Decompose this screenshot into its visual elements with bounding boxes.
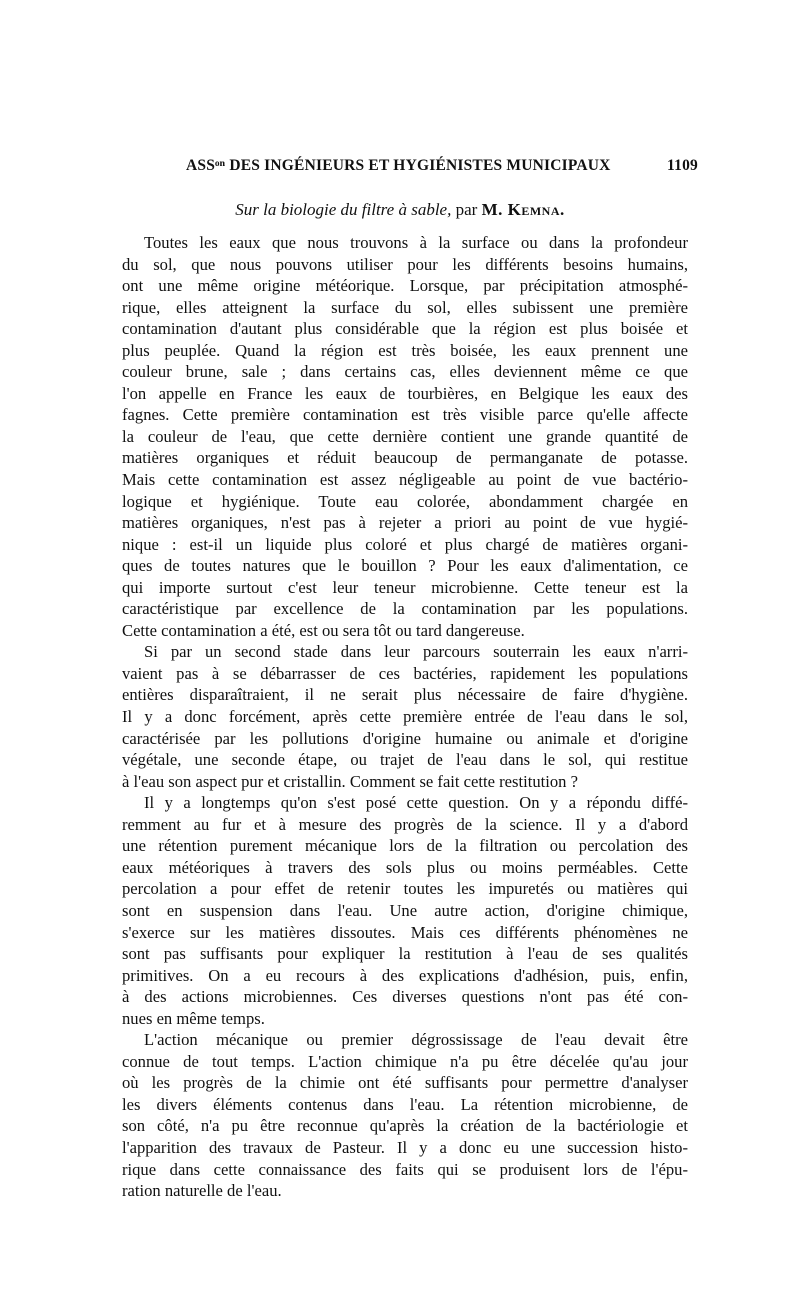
running-title: ASSᵒⁿ DES INGÉNIEURS ET HYGIÉNISTES MUNICIPAUX — [186, 157, 611, 174]
text-line: plus peuplée. Quand la région est très boisée, les eaux prennent une — [122, 340, 688, 360]
paragraph — [122, 641, 688, 792]
text-line: entières disparaîtraient, il ne serait plus nécessaire de faire d'hygiène. — [122, 685, 688, 705]
text-line: caractéristique par excellence de la contamination par les populations. — [122, 599, 688, 619]
article-by: par — [455, 200, 478, 219]
text-line: à l'eau son aspect pur et cristallin. Comment se fait cette restitution ? — [122, 771, 578, 791]
text-line: nues en même temps. — [122, 1008, 265, 1028]
text-line: fagnes. Cette première contamination est très visible parce qu'elle affecte — [122, 405, 688, 425]
article-title — [0, 200, 800, 220]
paragraph — [122, 232, 688, 641]
article-title-text: Sur la biologie du filtre à sable, — [235, 200, 452, 219]
text-line: caractérisée par les pollutions d'origine humaine ou animale et d'origine — [122, 728, 688, 748]
text-line: s'exerce sur les matières dissoutes. Mais ces différents phénomènes ne — [122, 922, 688, 942]
text-line: Cette contamination a été, est ou sera tôt ou tard dangereuse. — [122, 620, 525, 640]
text-line: la couleur de l'eau, que cette dernière contient une grande quantité de — [122, 426, 688, 446]
text-line: où les progrès de la chimie ont été suffisants pour permettre d'analyser — [122, 1073, 688, 1093]
text-line: remment au fur et à mesure des progrès de la science. Il y a d'abord — [122, 814, 688, 834]
text-line: contamination d'autant plus considérable que la région est plus boisée et — [122, 319, 688, 339]
text-line: ration naturelle de l'eau. — [122, 1181, 282, 1201]
text-line: Toutes les eaux que nous trouvons à la surface ou dans la profondeur — [144, 233, 688, 252]
text-line: couleur brune, sale ; dans certains cas, elles deviennent même ce que — [122, 362, 688, 382]
text-line: son côté, n'a pu être reconnue qu'après la création de la bactériologie et — [122, 1116, 688, 1136]
text-line: l'on appelle en France les eaux de tourbières, en Belgique les eaux des — [122, 383, 688, 403]
text-line: Si par un second stade dans leur parcours souterrain les eaux n'arri- — [144, 642, 688, 662]
text-line: rique, elles atteignent la surface du sol, elles subissent une première — [122, 297, 688, 317]
paragraph — [122, 1029, 688, 1201]
text-line: rique dans cette connaissance des faits qui se produisent lors de l'épu- — [122, 1159, 688, 1179]
text-line: percolation a pour effet de retenir toutes les impuretés ou matières qui — [122, 879, 688, 899]
article-author: M. Kemna. — [481, 200, 565, 219]
text-line: matières organiques, n'est pas à rejeter a priori au point de vue hygié- — [122, 513, 688, 533]
text-line: Il y a donc forcément, après cette première entrée de l'eau dans le sol, — [122, 707, 688, 727]
text-line: ques de toutes natures que le bouillon ? Pour les eaux d'alimentation, ce — [122, 556, 688, 576]
text-line: nique : est-il un liquide plus coloré et plus chargé de matières organi- — [122, 534, 688, 554]
text-line: les divers éléments contenus dans l'eau. La rétention microbienne, de — [122, 1094, 688, 1114]
text-line: vaient pas à se débarrasser de ces bactéries, rapidement les populations — [122, 663, 688, 683]
text-line: du sol, que nous pouvons utiliser pour les différents besoins humains, — [122, 254, 688, 274]
text-line: L'action mécanique ou premier dégrossissage de l'eau devait être — [144, 1030, 688, 1050]
text-line: logique et hygiénique. Toute eau colorée, abondamment chargée en — [122, 491, 688, 511]
text-line: sont en suspension dans l'eau. Une autre action, d'origine chimique, — [122, 900, 688, 920]
text-line: Il y a longtemps qu'on s'est posé cette question. On y a répondu diffé- — [144, 793, 688, 813]
text-line: à des actions microbiennes. Ces diverses questions n'ont pas été con- — [122, 987, 688, 1007]
text-line: sont pas suffisants pour expliquer la restitution à l'eau de ses qualités — [122, 944, 688, 964]
text-line: eaux météoriques à travers des sols plus ou moins perméables. Cette — [122, 857, 688, 877]
text-line: l'apparition des travaux de Pasteur. Il y a donc eu une succession histo- — [122, 1137, 688, 1157]
article-body — [122, 232, 688, 1202]
text-line: une rétention purement mécanique lors de la filtration ou percolation des — [122, 836, 688, 856]
page-number: 1109 — [667, 157, 698, 174]
paragraph — [122, 792, 688, 1029]
text-line: matières organiques et réduit beaucoup de permanganate de potasse. — [122, 448, 688, 468]
text-line: connue de tout temps. L'action chimique n'a pu être décelée qu'au jour — [122, 1051, 688, 1071]
text-line: qui importe surtout c'est leur teneur microbienne. Cette teneur est la — [122, 577, 688, 597]
text-line: ont une même origine météorique. Lorsque, par précipitation atmosphé- — [122, 276, 688, 296]
text-line: végétale, une seconde étape, ou trajet de l'eau dans le sol, qui restitue — [122, 750, 688, 770]
text-line: Mais cette contamination est assez négligeable au point de vue bactério- — [122, 470, 688, 490]
text-line: primitives. On a eu recours à des explications d'adhésion, puis, enfin, — [122, 965, 688, 985]
